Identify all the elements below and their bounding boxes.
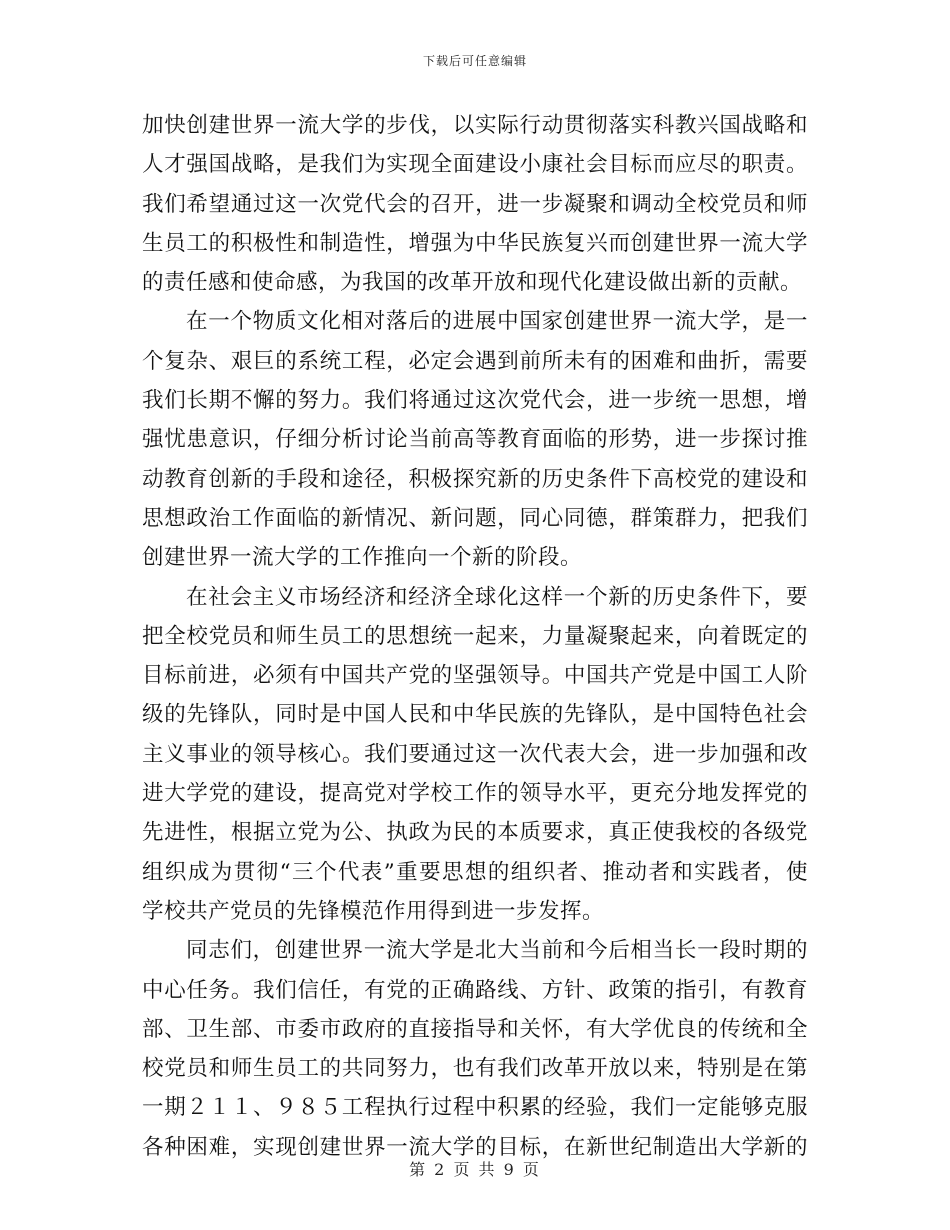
paragraph xyxy=(142,106,808,302)
text-line: 目标前进，必须有中国共产党的坚强领导。中国共产党是中国工人阶 xyxy=(142,663,808,689)
text-line: 校党员和师生员工的共同努力，也有我们改革开放以来，特别是在第 xyxy=(142,1056,808,1082)
text-line: 加快创建世界一流大学的步伐，以实际行动贯彻落实科教兴国战略和 xyxy=(142,113,808,138)
paragraph xyxy=(142,578,808,932)
text-line: 各种困难，实现创建世界一流大学的目标，在新世纪制造出大学新的 xyxy=(142,1134,808,1160)
page-number: 第 2 页 共 9 页 xyxy=(409,1160,541,1179)
text-line: 强忧患意识，仔细分析讨论当前高等教育面临的形势，进一步探讨推 xyxy=(142,427,808,453)
text-line: 的责任感和使命感，为我国的改革开放和现代化建设做出新的贡献。 xyxy=(142,270,803,296)
text-line: 创建世界一流大学的工作推向一个新的阶段。 xyxy=(142,545,583,571)
paragraph xyxy=(142,302,808,577)
text-line: 人才强国战略，是我们为实现全面建设小康社会目标而应尽的职责。 xyxy=(142,152,808,178)
text-line: 级的先锋队，同时是中国人民和中华民族的先锋队，是中国特色社会 xyxy=(142,702,808,728)
text-line: 同志们，创建世界一流大学是北大当前和今后相当长一段时期的 xyxy=(186,938,808,964)
text-line: 思想政治工作面临的新情况、新问题，同心同德，群策群力，把我们 xyxy=(142,505,808,531)
text-line: 主义事业的领导核心。我们要通过这一次代表大会，进一步加强和改 xyxy=(142,741,808,767)
text-line: 组织成为贯彻“三个代表”重要思想的组织者、推动者和实践者，使 xyxy=(142,859,808,885)
paragraph xyxy=(142,931,808,1167)
text-line: 我们长期不懈的努力。我们将通过这次党代会，进一步统一思想，增 xyxy=(142,388,808,414)
text-line: 动教育创新的手段和途径，积极探究新的历史条件下高校党的建设和 xyxy=(142,466,808,492)
text-line: 在一个物质文化相对落后的进展中国家创建世界一流大学，是一 xyxy=(186,309,808,335)
page-header: 下载后可任意编辑 xyxy=(422,54,527,68)
document-body xyxy=(142,106,808,1167)
text-line: 先进性，根据立党为公、执政为民的本质要求，真正使我校的各级党 xyxy=(142,820,808,846)
text-line: 中心任务。我们信任，有党的正确路线、方针、政策的指引，有教育 xyxy=(142,977,808,1003)
text-line: 学校共产党员的先锋模范作用得到进一步发挥。 xyxy=(142,898,605,924)
text-line: 我们希望通过这一次党代会的召开，进一步凝聚和调动全校党员和师 xyxy=(142,191,808,217)
text-line: 把全校党员和师生员工的思想统一起来，力量凝聚起来，向着既定的 xyxy=(142,623,808,649)
text-line: 进大学党的建设，提高党对学校工作的领导水平，更充分地发挥党的 xyxy=(142,781,808,807)
text-line: 生员工的积极性和制造性，增强为中华民族复兴而创建世界一流大学 xyxy=(142,230,808,256)
text-line: 在社会主义市场经济和经济全球化这样一个新的历史条件下，要 xyxy=(186,584,808,610)
text-line: 部、卫生部、市委市政府的直接指导和关怀，有大学优良的传统和全 xyxy=(142,1016,808,1042)
text-line: 一期２１１、９８５工程执行过程中积累的经验，我们一定能够克服 xyxy=(142,1095,808,1121)
text-line: 个复杂、艰巨的系统工程，必定会遇到前所未有的困难和曲折，需要 xyxy=(142,348,808,374)
